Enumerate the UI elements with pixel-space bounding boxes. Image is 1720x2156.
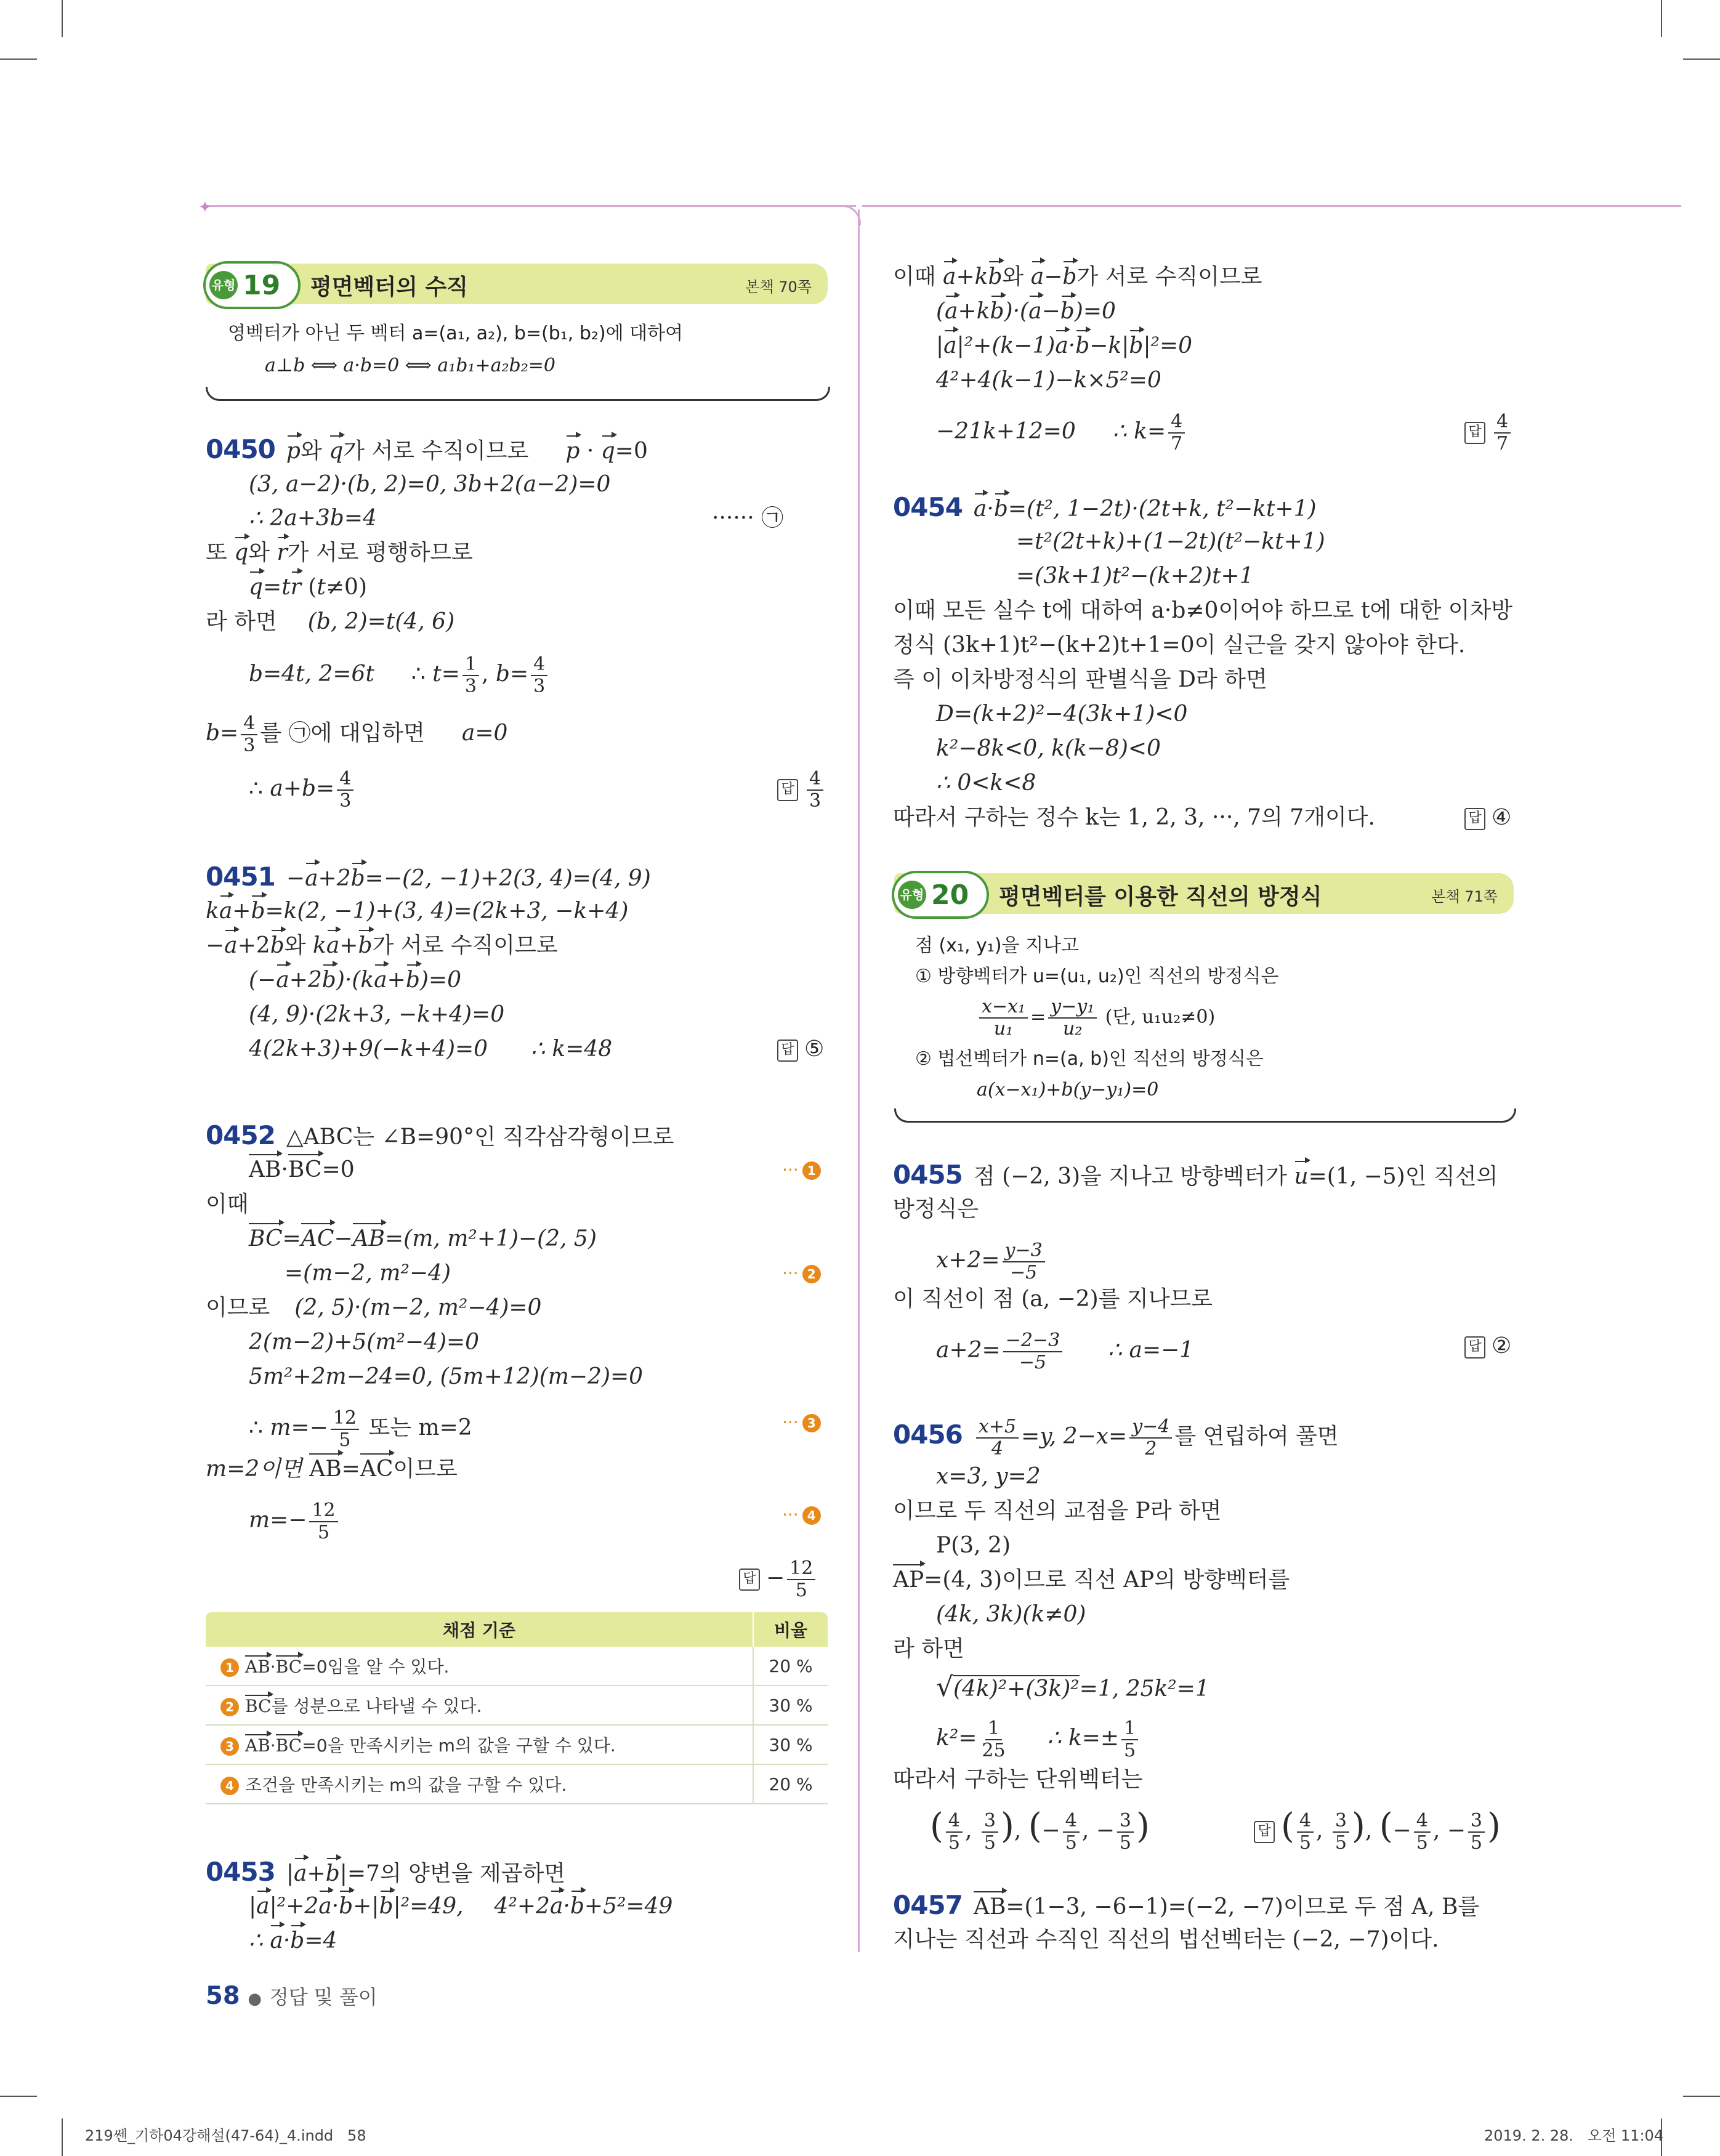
type-badge-number: 19	[243, 269, 281, 301]
p0452-line10: m=2이면 AB=AC이므로	[206, 1455, 458, 1484]
p0455-line5: a+2= $\frac{-2-3}{-5}$ ∴ a=−1	[936, 1330, 1194, 1373]
p0451-line5: (4, 9)·(2k+3, −k+4)=0	[249, 1002, 505, 1027]
p0456-line5: AP=(4, 3)이므로 직선 AP의 방향벡터를	[893, 1565, 1290, 1595]
p0450-line1: 0450 p와 q가 서로 수직이므로 p · q=0	[206, 435, 648, 466]
answer-0451: 답 ⑤	[777, 1035, 824, 1064]
p0451-line2: ka+b=k(2, −1)+(3, 4)=(2k+3, −k+4)	[206, 897, 628, 926]
type-ref: 본책 71쪽	[1431, 888, 1498, 905]
text: 또	[206, 540, 235, 565]
crop-mark	[1683, 59, 1720, 60]
p0452-line4: BC=AC−AB=(m, m²+1)−(2, 5)	[249, 1224, 597, 1254]
grading-row: 3 AB·BC=0을 만족시키는 m의 값을 구할 수 있다. 30 %	[206, 1725, 828, 1764]
grading-ratio: 20 %	[753, 1764, 828, 1804]
p0456-line3: 이므로 두 직선의 교점을 P라 하면	[893, 1498, 1222, 1524]
text: 또는 m=2	[368, 1415, 472, 1440]
p0450-line4: 또 q와 r가 서로 평행하므로	[206, 538, 473, 568]
text: b=4t, 2=6t	[249, 661, 374, 687]
p0451-line3: −a+2b와 ka+b가 서로 수직이므로	[206, 931, 558, 961]
type-badge	[892, 871, 989, 919]
type-badge-label: 유형	[209, 271, 238, 299]
answer-value: ⑤	[804, 1036, 825, 1062]
crop-mark	[62, 2118, 63, 2156]
p0456-line4: P(3, 2)	[936, 1533, 1011, 1558]
p0452-line3: 이때	[206, 1192, 249, 1217]
type-20-summary-3: $\frac{\text{x−x₁}}{\text{u₁}}$ = $\frac{\text{y−y₁}}{\text{u₂}}$ (단, u₁u₂≠0)	[977, 996, 1215, 1040]
p0452-line2: AB·BC=0	[249, 1155, 355, 1185]
p0453-cont-line5: −21k+12=0 ∴ k= $\frac{4}{7}$	[936, 411, 1187, 454]
problem-number: 0450	[206, 434, 275, 464]
answer-value: ②	[1492, 1333, 1512, 1359]
header-star-icon: ✦	[198, 198, 212, 217]
p0457-line1: 0457 AB=(1−3, −6−1)=(−2, −7)이므로 두 점 A, B를	[893, 1891, 1479, 1922]
p0453-cont-line3: |a|²+(k−1)a·b−k|b|²=0	[936, 331, 1192, 361]
grading-ratio: 30 %	[753, 1725, 828, 1764]
type-ref: 본책 70쪽	[745, 278, 812, 296]
type-20-summary-1: 점 (x₁, y₁)을 지나고	[915, 935, 1080, 956]
p0451-line6: 4(2k+3)+9(−k+4)=0 ∴ k=48	[249, 1036, 613, 1062]
p0457-line2: 지나는 직선과 수직인 직선의 법선벡터는 (−2, −7)이다.	[893, 1927, 1439, 1952]
p0456-line7: 라 하면	[893, 1636, 964, 1661]
print-slug-left: 219쎈_기하04강해설(47-64)_4.indd 58	[85, 2127, 366, 2144]
p0450-line3-mark: ······ ㉠	[712, 506, 784, 531]
crop-mark	[1683, 2096, 1720, 2097]
text: =7의 양변을 제곱하면	[347, 1861, 566, 1886]
p0455-line2: 방정식은	[893, 1197, 979, 1222]
p0454-line7: D=(k+2)²−4(3k+1)<0	[936, 701, 1188, 727]
p0454-line1: 0454 a·b=(t², 1−2t)·(2t+k, t²−kt+1)	[893, 493, 1317, 524]
p0450-line8: b= $\frac{4}{3}$ 를 ㉠에 대입하면 a=0	[206, 713, 508, 756]
grading-text: =0을 만족시키는 m의 값을 구할 수 있다.	[302, 1735, 616, 1756]
book-title: 정답 및 풀이	[269, 1985, 378, 2009]
header-rule	[203, 205, 856, 207]
type-20-header	[894, 873, 1514, 914]
type-20-summary-4: ② 법선벡터가 n=(a, b)인 직선의 방정식은	[915, 1048, 1264, 1070]
header-rule-right	[862, 205, 1681, 207]
type-badge	[203, 261, 301, 309]
p0454-line8: k²−8k<0, k(k−8)<0	[936, 736, 1161, 761]
grading-row: 4 조건을 만족시키는 m의 값을 구할 수 있다. 20 %	[206, 1764, 828, 1804]
p0451-line1: 0451 −a+2b=−(2, −1)+2(3, 4)=(4, 9)	[206, 862, 651, 894]
type-20-summary-5: a(x−x₁)+b(y−y₁)=0	[977, 1079, 1159, 1100]
print-slug-right: 2019. 2. 28. 오전 11:04	[1484, 2127, 1664, 2144]
answer-0453: 답 $\frac{4}{7}$	[1464, 411, 1513, 454]
footer	[206, 1982, 378, 2010]
answer-0455: 답 ②	[1464, 1331, 1511, 1361]
p0456-line6: (4k, 3k)(k≠0)	[936, 1602, 1086, 1627]
text: 를 연립하여 풀면	[1174, 1424, 1339, 1449]
answer-0452: 답 − $\frac{12}{5}$	[739, 1558, 818, 1601]
text: 가 서로 평행하므로	[287, 540, 473, 565]
text: 이므로	[206, 1295, 270, 1320]
p0452-line1	[206, 1121, 674, 1152]
problem-number: 0455	[893, 1160, 963, 1190]
text: (2, 5)·(m−2, m²−4)=0	[294, 1295, 542, 1320]
text: =(4, 3)이므로 직선 AP의 방향벡터를	[924, 1567, 1290, 1593]
p0454-line5: 정식 (3k+1)t²−(k+2)t+1=0이 실근을 갖지 않아야 한다.	[893, 632, 1466, 658]
p0456-line8: √(4k)²+(3k)²=1, 25k²=1	[936, 1671, 1209, 1703]
text: 점 (−2, 3)을 지나고 방향벡터가	[973, 1164, 1287, 1189]
type-title: 평면벡터의 수직	[310, 275, 468, 300]
type-19-summary-1: 영벡터가 아닌 두 벡터 a=(a₁, a₂), b=(b₁, b₂)에 대하여	[228, 323, 684, 344]
p0452-line9: ∴ m=− $\frac{12}{5}$ 또는 m=2	[249, 1407, 472, 1451]
text: 가 서로 수직이므로	[343, 438, 529, 464]
type-20-summary-2: ① 방향벡터가 u=(u₁, u₂)인 직선의 방정식은	[915, 966, 1279, 987]
text: (b, 2)=t(4, 6)	[307, 609, 455, 634]
problem-number: 0457	[893, 1890, 963, 1920]
grading-row: 2 BC를 성분으로 나타낼 수 있다. 30 %	[206, 1686, 828, 1725]
crop-mark	[0, 2096, 37, 2097]
step-marker-4: ··· 4	[782, 1500, 821, 1530]
answer-0454: 답 ④	[1464, 803, 1511, 833]
type-19-bracket	[206, 387, 830, 401]
step-marker-1: ··· 1	[782, 1155, 821, 1185]
answer-value: ④	[1492, 805, 1512, 830]
type-19-summary-2: a⊥b ⟺ a·b=0 ⟺ a₁b₁+a₂b₂=0	[265, 355, 555, 376]
answer-0450: 답 $\frac{4}{3}$	[777, 769, 826, 812]
problem-number: 0452	[206, 1120, 275, 1150]
text: m=2이면	[206, 1456, 302, 1482]
text: 를 ㉠에 대입하면	[260, 721, 425, 746]
text: =1, 25k²=1	[1079, 1676, 1209, 1702]
p0455-line1: 0455 점 (−2, 3)을 지나고 방향벡터가 u=(1, −5)인 직선의	[893, 1160, 1498, 1192]
column-divider-curve	[841, 205, 861, 225]
problem-number: 0454	[893, 492, 963, 522]
p0453-line1: 0453 |a+b|=7의 양변을 제곱하면	[206, 1857, 565, 1889]
type-title: 평면벡터를 이용한 직선의 방정식	[999, 884, 1322, 910]
p0453-line3: ∴ a·b=4	[249, 1926, 337, 1956]
p0450-line5: q=tr (t≠0)	[249, 573, 367, 602]
step-marker-3: ··· 3	[782, 1408, 821, 1437]
p0450-line6	[206, 607, 454, 637]
p0450-line7: b=4t, 2=6t ∴ t= $\frac{1}{3}$ , b= $\frac{4}{3}$	[249, 654, 550, 697]
type-20-bracket	[894, 1108, 1516, 1123]
p0456-line10: 따라서 구하는 단위벡터는	[893, 1767, 1143, 1792]
text: =(1−3, −6−1)=(−2, −7)이므로 두 점 A, B를	[1006, 1894, 1480, 1920]
p0456-line2: x=3, y=2	[936, 1464, 1041, 1489]
p0454-line10: 따라서 구하는 정수 k는 1, 2, 3, ···, 7의 7개이다.	[893, 805, 1375, 830]
text: =(1, −5)인 직선의	[1308, 1164, 1498, 1189]
problem-number: 0453	[206, 1857, 275, 1887]
p0454-line3: =(3k+1)t²−(k+2)t+1	[1016, 563, 1254, 589]
type-badge-number: 20	[931, 879, 969, 911]
p0452-line11: m=− $\frac{12}{5}$	[249, 1500, 341, 1543]
answer-0456: 답 ( $\frac{4}{5}$ , $\frac{3}{5}$ ), (− $\frac{4}{5}$ , − $\frac{3}{5}$ )	[1254, 1811, 1501, 1854]
crop-mark	[0, 59, 37, 60]
p0454-line9: ∴ 0<k<8	[936, 770, 1036, 796]
p0456-line11: ( $\frac{4}{5}$ , $\frac{3}{5}$ ), (− $\frac{4}{5}$ , − $\frac{3}{5}$ )	[930, 1806, 1150, 1854]
crop-mark	[62, 0, 63, 37]
grading-text: 를 성분으로 나타낼 수 있다.	[271, 1696, 482, 1716]
p0453-cont-line4: 4²+4(k−1)−k×5²=0	[936, 368, 1161, 393]
p0450-line3: ∴ 2a+3b=4	[249, 506, 377, 531]
p0453-cont-line2: (a+kb)·(a−b)=0	[936, 297, 1116, 326]
text: ∴ a=−1	[1108, 1338, 1194, 1363]
p0452-line5: =(m−2, m²−4)	[285, 1261, 451, 1286]
p0456-line9: k²= $\frac{1}{25}$ ∴ k=± $\frac{1}{5}$	[936, 1718, 1141, 1761]
p0455-line3: x+2= $\frac{y-3}{-5}$	[936, 1240, 1048, 1283]
problem-number: 0456	[893, 1419, 963, 1450]
grading-header-criteria: 채점 기준	[206, 1612, 753, 1647]
p0452-line7: 2(m−2)+5(m²−4)=0	[249, 1330, 480, 1355]
grading-ratio: 20 %	[753, 1647, 828, 1686]
grading-text: =0임을 알 수 있다.	[302, 1657, 450, 1677]
p0450-line9: ∴ a+b= $\frac{4}{3}$	[249, 769, 356, 812]
p0451-line4: (−a+2b)·(ka+b)=0	[249, 966, 461, 995]
grading-row: 1 AB·BC=0임을 알 수 있다. 20 %	[206, 1647, 828, 1686]
p0455-line4: 이 직선이 점 (a, −2)를 지나므로	[893, 1286, 1213, 1312]
p0456-line1: 0456 $\frac{x+5}{4}$ =y, 2−x= $\frac{y-4}{2}$ 를 연립하여 풀면	[893, 1416, 1339, 1460]
type-badge-label: 유형	[898, 881, 926, 909]
problem-number: 0451	[206, 862, 275, 892]
p0452-line8: 5m²+2m−24=0, (5m+12)(m−2)=0	[249, 1364, 644, 1389]
step-marker-2: ··· 2	[782, 1259, 821, 1288]
crop-mark	[1661, 0, 1662, 37]
text: △ABC는 ∠B=90°인 직각삼각형이므로	[286, 1124, 674, 1150]
column-divider	[858, 209, 860, 1952]
p0452-line6	[206, 1293, 541, 1323]
text: a=0	[461, 721, 508, 746]
p0454-line6: 즉 이 이차방정식의 판별식을 D라 하면	[893, 667, 1267, 692]
p0454-line4: 이때 모든 실수 t에 대하여 a·b≠0이어야 하므로 t에 대한 이차방	[893, 598, 1513, 623]
type-19-header	[206, 264, 828, 304]
text: 와	[300, 438, 329, 464]
grading-text: 조건을 만족시키는 m의 값을 구할 수 있다.	[245, 1775, 567, 1795]
p0453-line2: |a|²+2a·b+|b|²=49, 4²+2a·b+5²=49	[249, 1892, 672, 1921]
text: 라 하면	[206, 609, 277, 634]
grading-table	[206, 1612, 828, 1804]
p0454-line2: =t²(2t+k)+(1−2t)(t²−kt+1)	[1016, 529, 1325, 554]
text: (단, u₁u₂≠0)	[1105, 1006, 1216, 1028]
page-number: 58	[206, 1982, 240, 2010]
grading-ratio: 30 %	[753, 1686, 828, 1725]
text: 이므로	[393, 1456, 458, 1482]
p0453-cont-line1: 이때 a+kb와 a−b가 서로 수직이므로	[893, 262, 1262, 292]
grading-header-ratio: 비율	[753, 1612, 828, 1647]
p0450-line2: (3, a−2)·(b, 2)=0, 3b+2(a−2)=0	[249, 472, 611, 497]
dot-icon: ●	[248, 1990, 262, 2008]
